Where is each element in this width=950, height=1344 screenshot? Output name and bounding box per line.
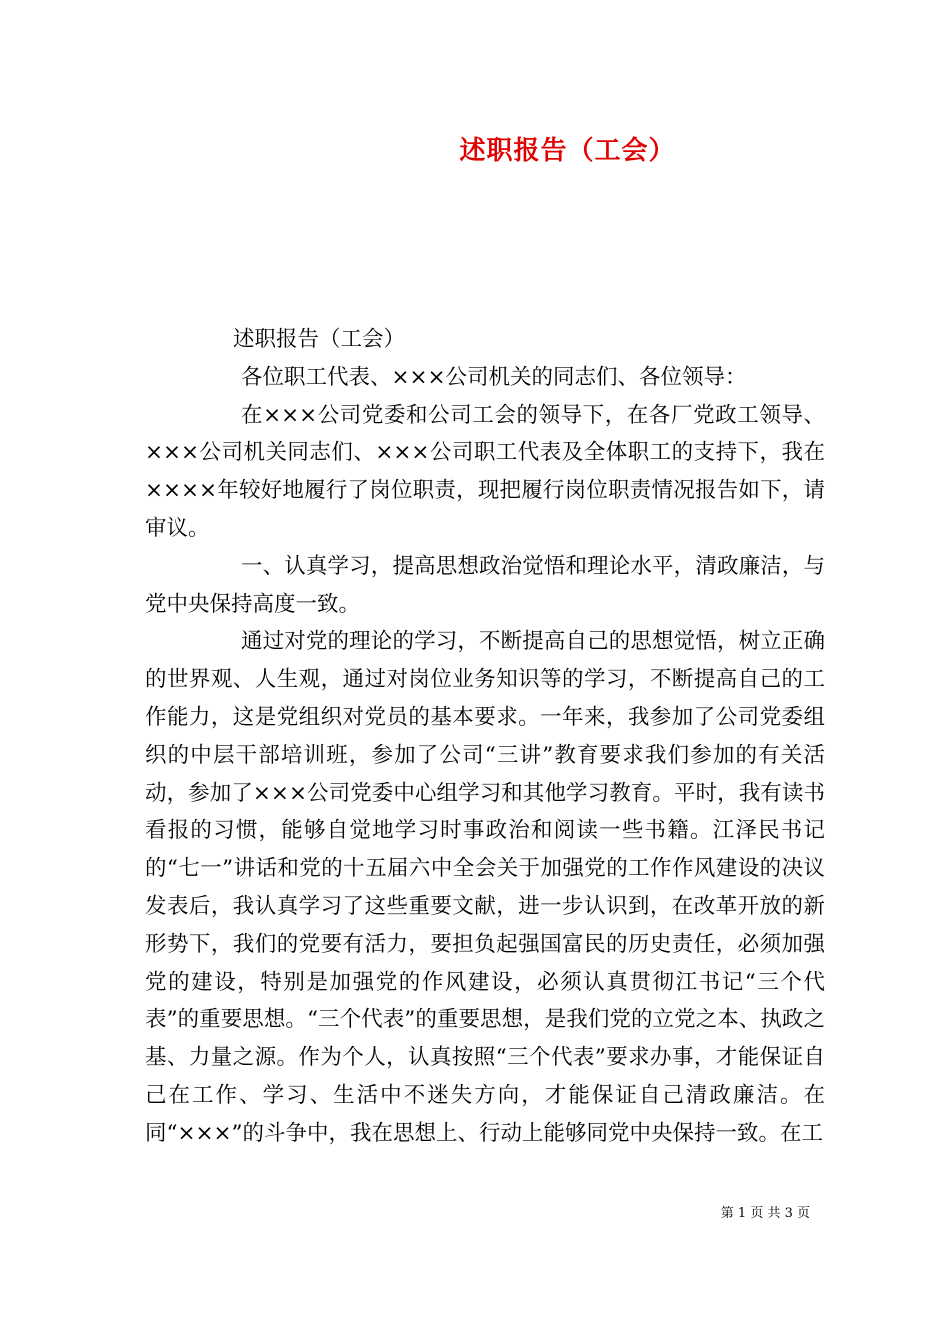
paragraph-study: 通过对党的理论的学习，不断提高自己的思想觉悟，树立正确的世界观、人生观，通过对岗位业务知识等的学习，不断提高自己的工作能力，这是党组织对党员的基本要求。一年来，我参加了公司党委组织的中层干部培训班，参加了公司“三讲”教育要求我们参加的有关活动，参加了×××公司党委中心组学习和其他学习教育。平时，我有读书看报的习惯，能够自觉地学习时事政治和阅读一些书籍。江泽民书记的“七一”讲话和党的十五届六中全会关于加强党的工作作风建设的决议发表后，我认真学习了这些重要文献，进一步认识到，在改革开放的新形势下，我们的党要有活力，要担负起强国富民的历史责任，必须加强党的建设，特别是加强党的作风建设，必须认真贯彻江书记“三个代表”的重要思想。“三个代表”的重要思想，是我们党的立党之本、执政之基、力量之源。作为个人，认真按照“三个代表”要求办事，才能保证自己在工作、学习、生活中不迷失方向，才能保证自己清政廉洁。在同“×××”的斗争中，我在思想上、行动上能够同党中央保持一致。在工 — [145, 629, 825, 1146]
page-title: 述职报告（工会） — [459, 136, 676, 166]
salutation: 各位职工代表、×××公司机关的同志们、各位领导： — [241, 364, 747, 390]
document-body — [145, 321, 825, 1153]
document-subtitle: 述职报告（工会） — [233, 327, 406, 352]
page-number: 第 1 页 共 3 页 — [720, 1206, 810, 1221]
paragraph-heading-one: 一、认真学习，提高思想政治觉悟和理论水平，清政廉洁，与党中央保持高度一致。 — [145, 553, 825, 617]
paragraph-intro: 在×××公司党委和公司工会的领导下，在各厂党政工领导、×××公司机关同志们、×××公司职工代表及全体职工的支持下，我在××××年较好地履行了岗位职责，现把履行岗位职责情况报告如下，请审议。 — [145, 402, 825, 541]
